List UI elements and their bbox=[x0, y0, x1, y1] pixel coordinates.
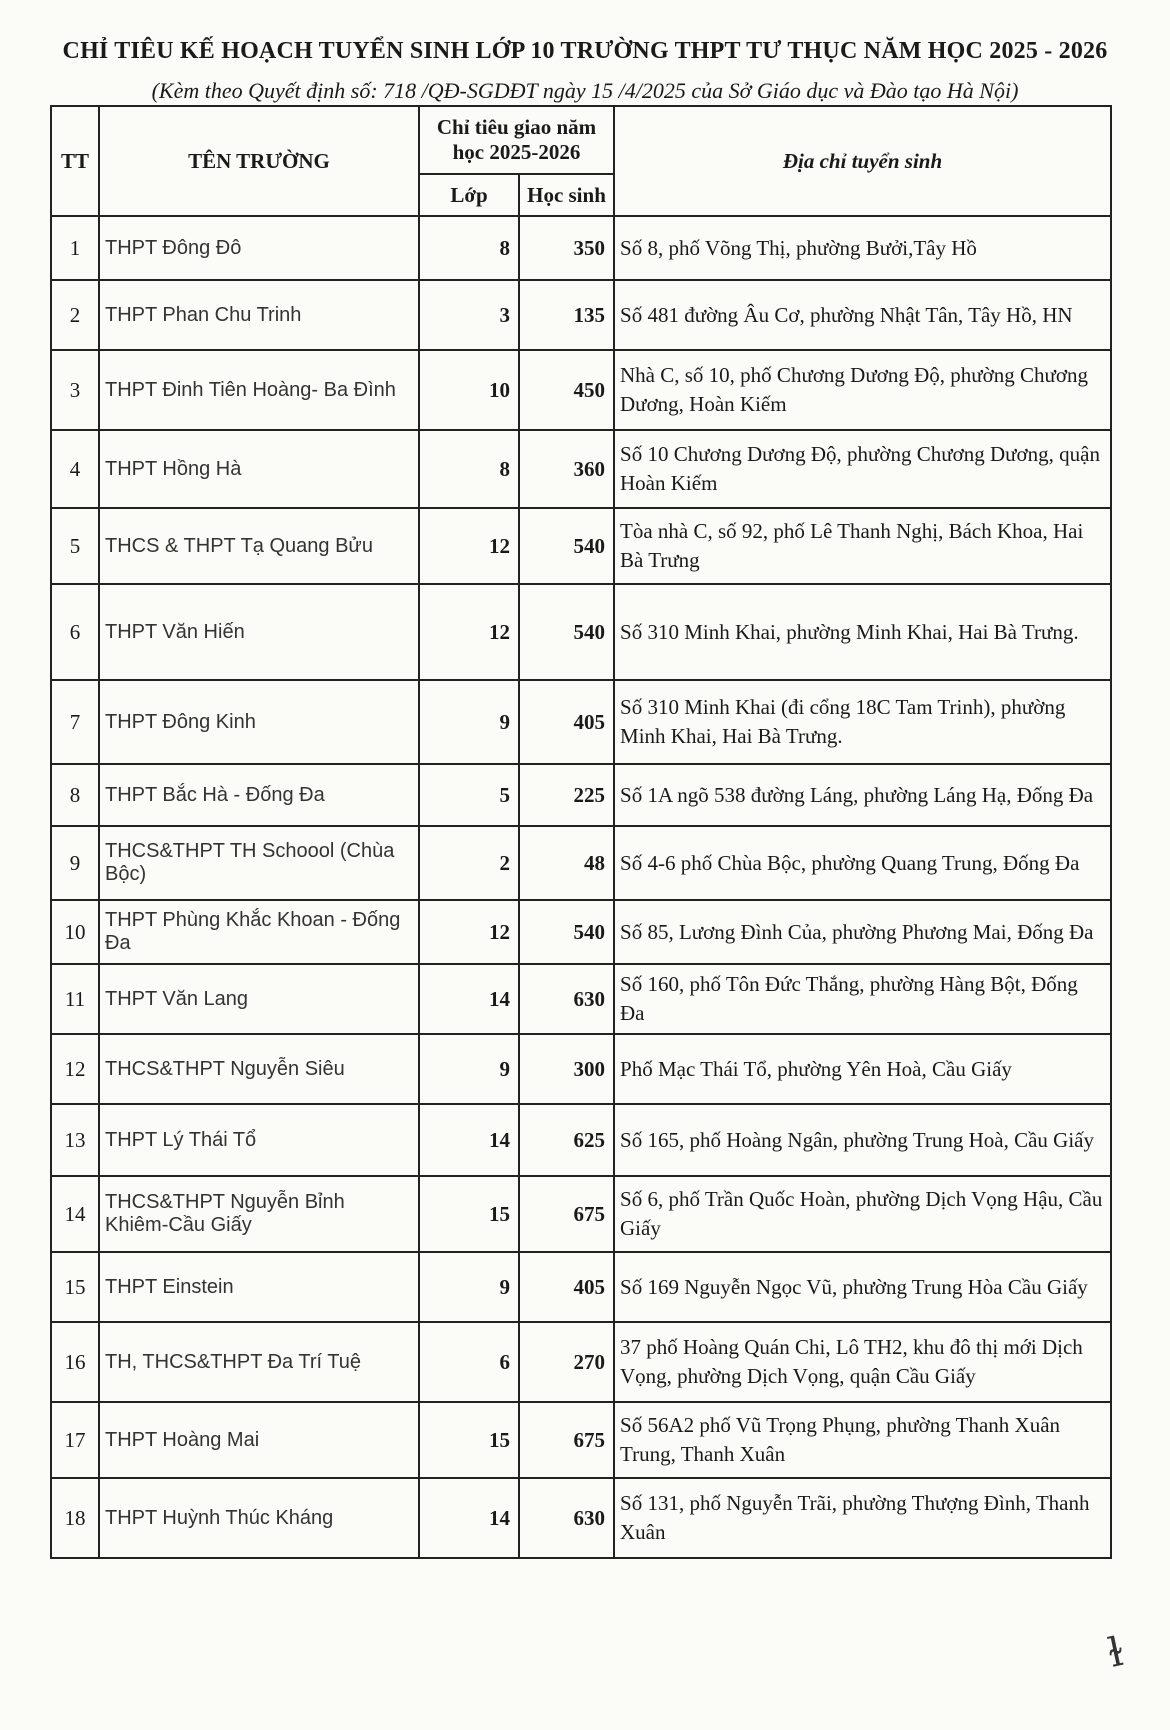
school-name: THCS & THPT Tạ Quang Bửu bbox=[99, 508, 419, 584]
row-number: 16 bbox=[51, 1322, 99, 1402]
student-count: 405 bbox=[519, 1252, 614, 1322]
header-quota: Chỉ tiêu giao năm học 2025-2026 bbox=[419, 106, 614, 174]
admission-address: Số 56A2 phố Vũ Trọng Phụng, phường Thanh Xuân Trung, Thanh Xuân bbox=[614, 1402, 1111, 1478]
row-number: 1 bbox=[51, 216, 99, 280]
school-name: THPT Phan Chu Trinh bbox=[99, 280, 419, 350]
header-address: Địa chỉ tuyển sinh bbox=[614, 106, 1111, 216]
table-row bbox=[51, 350, 1111, 430]
school-name: THPT Phùng Khắc Khoan - Đống Đa bbox=[99, 900, 419, 964]
school-name: THPT Hoàng Mai bbox=[99, 1402, 419, 1478]
student-count: 540 bbox=[519, 584, 614, 680]
table-row bbox=[51, 1104, 1111, 1176]
school-name: THCS&THPT Nguyễn Bỉnh Khiêm-Cầu Giấy bbox=[99, 1176, 419, 1252]
admission-address: Số 131, phố Nguyễn Trãi, phường Thượng Đình, Thanh Xuân bbox=[614, 1478, 1111, 1558]
student-count: 135 bbox=[519, 280, 614, 350]
admission-address: Số 165, phố Hoàng Ngân, phường Trung Hoà, Cầu Giấy bbox=[614, 1104, 1111, 1176]
row-number: 11 bbox=[51, 964, 99, 1034]
student-count: 450 bbox=[519, 350, 614, 430]
class-count: 14 bbox=[419, 1478, 519, 1558]
table-row bbox=[51, 1322, 1111, 1402]
table-row bbox=[51, 1478, 1111, 1558]
school-name: THCS&THPT TH Schoool (Chùa Bộc) bbox=[99, 826, 419, 900]
header-school-name: TÊN TRƯỜNG bbox=[99, 106, 419, 216]
class-count: 8 bbox=[419, 216, 519, 280]
school-name: THPT Einstein bbox=[99, 1252, 419, 1322]
row-number: 2 bbox=[51, 280, 99, 350]
admission-address: Số 8, phố Võng Thị, phường Bưởi,Tây Hồ bbox=[614, 216, 1111, 280]
school-name: THPT Văn Lang bbox=[99, 964, 419, 1034]
table-row bbox=[51, 826, 1111, 900]
class-count: 15 bbox=[419, 1176, 519, 1252]
student-count: 270 bbox=[519, 1322, 614, 1402]
admission-quota-table bbox=[50, 105, 1112, 1559]
admission-address: Số 1A ngõ 538 đường Láng, phường Láng Hạ, Đống Đa bbox=[614, 764, 1111, 826]
admission-address: Số 160, phố Tôn Đức Thắng, phường Hàng Bột, Đống Đa bbox=[614, 964, 1111, 1034]
student-count: 540 bbox=[519, 508, 614, 584]
school-name: THPT Lý Thái Tổ bbox=[99, 1104, 419, 1176]
student-count: 540 bbox=[519, 900, 614, 964]
class-count: 9 bbox=[419, 680, 519, 764]
row-number: 13 bbox=[51, 1104, 99, 1176]
admission-address: 37 phố Hoàng Quán Chi, Lô TH2, khu đô thị mới Dịch Vọng, phường Dịch Vọng, quận Cầu Giấy bbox=[614, 1322, 1111, 1402]
row-number: 17 bbox=[51, 1402, 99, 1478]
school-name: THPT Bắc Hà - Đống Đa bbox=[99, 764, 419, 826]
table-row bbox=[51, 964, 1111, 1034]
admission-address: Số 10 Chương Dương Độ, phường Chương Dương, quận Hoàn Kiếm bbox=[614, 430, 1111, 508]
row-number: 12 bbox=[51, 1034, 99, 1104]
school-name: THPT Đông Đô bbox=[99, 216, 419, 280]
class-count: 14 bbox=[419, 1104, 519, 1176]
class-count: 5 bbox=[419, 764, 519, 826]
row-number: 3 bbox=[51, 350, 99, 430]
class-count: 2 bbox=[419, 826, 519, 900]
class-count: 3 bbox=[419, 280, 519, 350]
class-count: 9 bbox=[419, 1252, 519, 1322]
class-count: 12 bbox=[419, 584, 519, 680]
admission-address: Nhà C, số 10, phố Chương Dương Độ, phường Chương Dương, Hoàn Kiếm bbox=[614, 350, 1111, 430]
row-number: 4 bbox=[51, 430, 99, 508]
signature-mark-icon: ɫ bbox=[1103, 1628, 1128, 1678]
school-name: THCS&THPT Nguyễn Siêu bbox=[99, 1034, 419, 1104]
student-count: 350 bbox=[519, 216, 614, 280]
school-name: THPT Đông Kinh bbox=[99, 680, 419, 764]
row-number: 18 bbox=[51, 1478, 99, 1558]
table-row bbox=[51, 680, 1111, 764]
student-count: 630 bbox=[519, 1478, 614, 1558]
school-name: THPT Huỳnh Thúc Kháng bbox=[99, 1478, 419, 1558]
table-row bbox=[51, 1176, 1111, 1252]
student-count: 405 bbox=[519, 680, 614, 764]
school-name: THPT Đinh Tiên Hoàng- Ba Đình bbox=[99, 350, 419, 430]
table-row bbox=[51, 430, 1111, 508]
admission-address: Số 310 Minh Khai (đi cổng 18C Tam Trinh), phường Minh Khai, Hai Bà Trưng. bbox=[614, 680, 1111, 764]
document-title: CHỈ TIÊU KẾ HOẠCH TUYỂN SINH LỚP 10 TRƯỜNG THPT TƯ THỤC NĂM HỌC 2025 - 2026 bbox=[62, 38, 1108, 64]
student-count: 675 bbox=[519, 1176, 614, 1252]
row-number: 6 bbox=[51, 584, 99, 680]
table-row bbox=[51, 1252, 1111, 1322]
header-classes: Lớp bbox=[419, 174, 519, 216]
admission-address: Số 310 Minh Khai, phường Minh Khai, Hai Bà Trưng. bbox=[614, 584, 1111, 680]
admission-address: Số 4-6 phố Chùa Bộc, phường Quang Trung, Đống Đa bbox=[614, 826, 1111, 900]
row-number: 15 bbox=[51, 1252, 99, 1322]
student-count: 630 bbox=[519, 964, 614, 1034]
student-count: 48 bbox=[519, 826, 614, 900]
admission-address: Số 169 Nguyễn Ngọc Vũ, phường Trung Hòa Cầu Giấy bbox=[614, 1252, 1111, 1322]
class-count: 12 bbox=[419, 508, 519, 584]
admission-address: Tòa nhà C, số 92, phố Lê Thanh Nghị, Bách Khoa, Hai Bà Trưng bbox=[614, 508, 1111, 584]
class-count: 15 bbox=[419, 1402, 519, 1478]
row-number: 5 bbox=[51, 508, 99, 584]
school-name: THPT Văn Hiến bbox=[99, 584, 419, 680]
student-count: 625 bbox=[519, 1104, 614, 1176]
class-count: 6 bbox=[419, 1322, 519, 1402]
school-name: THPT Hồng Hà bbox=[99, 430, 419, 508]
admission-address: Số 6, phố Trần Quốc Hoàn, phường Dịch Vọng Hậu, Cầu Giấy bbox=[614, 1176, 1111, 1252]
table-row bbox=[51, 1402, 1111, 1478]
row-number: 9 bbox=[51, 826, 99, 900]
table-row bbox=[51, 508, 1111, 584]
table-row bbox=[51, 584, 1111, 680]
admission-address: Số 481 đường Âu Cơ, phường Nhật Tân, Tây Hồ, HN bbox=[614, 280, 1111, 350]
header-students: Học sinh bbox=[519, 174, 614, 216]
class-count: 8 bbox=[419, 430, 519, 508]
class-count: 10 bbox=[419, 350, 519, 430]
document-subtitle: (Kèm theo Quyết định số: 718 /QĐ-SGDĐT ngày 15 /4/2025 của Sở Giáo dục và Đào tạo Hà Nội) bbox=[151, 78, 1019, 103]
table-row bbox=[51, 764, 1111, 826]
admission-address: Phố Mạc Thái Tổ, phường Yên Hoà, Cầu Giấy bbox=[614, 1034, 1111, 1104]
row-number: 10 bbox=[51, 900, 99, 964]
admission-address: Số 85, Lương Đình Của, phường Phương Mai, Đống Đa bbox=[614, 900, 1111, 964]
class-count: 9 bbox=[419, 1034, 519, 1104]
class-count: 14 bbox=[419, 964, 519, 1034]
table-row bbox=[51, 280, 1111, 350]
student-count: 360 bbox=[519, 430, 614, 508]
table-row bbox=[51, 1034, 1111, 1104]
student-count: 225 bbox=[519, 764, 614, 826]
class-count: 12 bbox=[419, 900, 519, 964]
student-count: 300 bbox=[519, 1034, 614, 1104]
row-number: 7 bbox=[51, 680, 99, 764]
table-row bbox=[51, 900, 1111, 964]
school-name: TH, THCS&THPT Đa Trí Tuệ bbox=[99, 1322, 419, 1402]
table-row bbox=[51, 216, 1111, 280]
row-number: 8 bbox=[51, 764, 99, 826]
student-count: 675 bbox=[519, 1402, 614, 1478]
row-number: 14 bbox=[51, 1176, 99, 1252]
header-tt: TT bbox=[51, 106, 99, 216]
